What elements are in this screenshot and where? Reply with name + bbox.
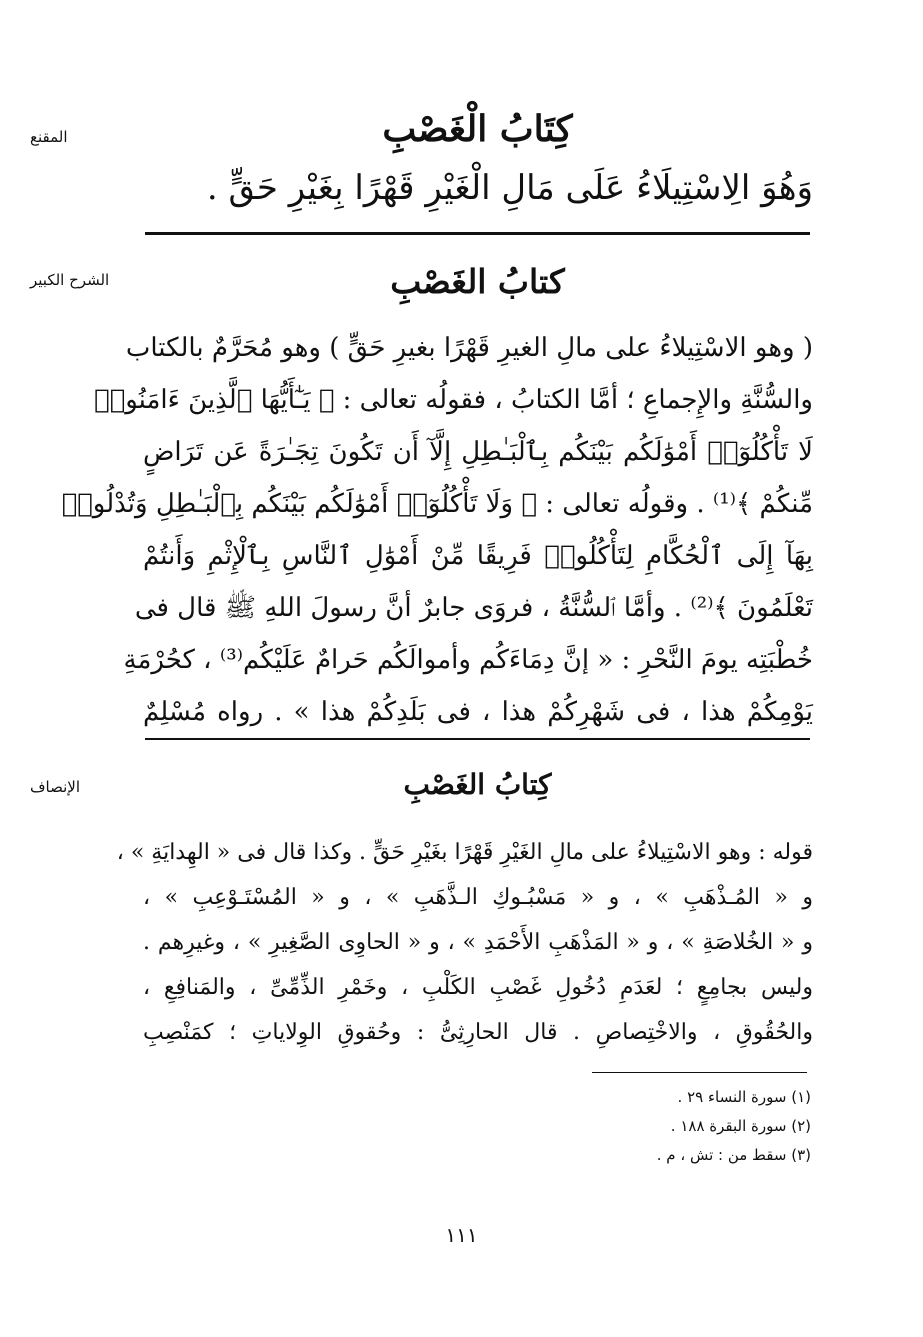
- text-line: تَعْلَمُونَ ﴾⁽²⁾ . وأمَّا ٱلسُّنَّةُ ، فروَى جابرٌ أنَّ رسولَ اللهِ ﷺ قال فى: [134, 593, 813, 623]
- text-line: والسُّنَّةِ والإِجماعِ ؛ أمَّا الكتابُ ، فقولُه تعالى : ﴿ يَـٰٓأَيُّهَا ٱلَّذِينَ ءَامَنُوا۟: [94, 385, 813, 415]
- text-line: ( وهو الاسْتِيلاءُ على مالِ الغيرِ قَهْرًا بغيرِ حَقٍّ ) وهو مُحَرَّمٌ بالكتاب: [125, 333, 813, 363]
- muqni-chapter-title: كِتَابُ الْغَصْبِ: [382, 108, 573, 150]
- text-line: مِّنكُمْ ﴾⁽¹⁾ . وقولُه تعالى : ﴿ وَلَا تَأْكُلُوٓا۟ أَمْوَٰلَكُم بَيْنَكُم بِٱلْبَـٰطِلِ وَتُدْلُوا۟: [61, 489, 813, 519]
- footnote-divider: [592, 1072, 807, 1073]
- text-line: لَا تَأْكُلُوٓا۟ أَمْوَٰلَكُم بَيْنَكُم بِٱلْبَـٰطِلِ إِلَّآ أَن تَكُونَ تِجَـٰرَةً عَن تَرَاضٍ: [143, 437, 813, 467]
- footnote-1: (١) سورة النساء ٢٩ .: [677, 1088, 811, 1106]
- side-label-insaf: الإنصاف: [30, 778, 81, 796]
- footnote-2: (٢) سورة البقرة ١٨٨ .: [670, 1117, 811, 1135]
- section-divider: [145, 232, 810, 235]
- insaf-chapter-title: كِتابُ الغَصْبِ: [403, 768, 552, 801]
- footnotes: [411, 1083, 811, 1170]
- text-line: والحُقُوقِ ، والاخْتِصاصِ . قال الحارِثِىُّ : وحُقوقِ الوِلاياتِ ؛ كمَنْصِبِ: [143, 1020, 813, 1045]
- muqni-text: وَهُوَ الِاسْتِيلَاءُ عَلَى مَالِ الْغَيْرِ قَهْرًا بِغَيْرِ حَقٍّ .: [206, 168, 813, 208]
- page-number: ١١١: [445, 1223, 478, 1247]
- text-line: و « الخُلاصَةِ » ، و « المَذْهَبِ الأَحْمَدِ » ، و « الحاوِى الصَّغِيرِ » ، وغيرِهم .: [143, 930, 813, 955]
- text-line: بِهَآ إِلَى ٱلْحُكَّامِ لِتَأْكُلُوا۟ فَرِيقًا مِّنْ أَمْوَٰلِ ٱلنَّاسِ بِٱلْإِثْمِ وَأَنتُمْ: [143, 541, 813, 571]
- footnote-3: (٣) سقط من : تش ، م .: [656, 1146, 811, 1164]
- insaf-text: [116, 830, 814, 1055]
- sharh-text: [61, 322, 813, 738]
- text-line: قوله : وهو الاسْتِيلاءُ على مالِ الغَيْرِ قَهْرًا بغَيْرِ حَقٍّ . وكذا قال فى « الهِدايَةِ » ،: [116, 840, 813, 865]
- text-line: وليس بجامِعٍ ؛ لعَدَمِ دُخُولِ غَصْبِ الكَلْبِ ، وخَمْرِ الذِّمِّىِّ ، والمَنافِعِ ،: [143, 975, 813, 1000]
- text-line: يَوْمِكُمْ هذا ، فى شَهْرِكُمْ هذا ، فى بَلَدِكُمْ هذا » . رواه مُسْلِمٌ: [143, 697, 813, 727]
- side-label-muqni: المقنع: [30, 128, 68, 146]
- text-line: و « المُـذْهَبِ » ، و « مَسْبُـوكِ الـذَّهَبِ » ، و « المُسْتَـوْعِبِ » ،: [143, 885, 814, 910]
- section-divider: [145, 738, 810, 740]
- sharh-chapter-title: كتابُ الغَصْبِ: [390, 262, 565, 301]
- side-label-sharh: الشرح الكبير: [30, 271, 110, 289]
- text-line: خُطْبَتِه يومَ النَّحْرِ : « إنَّ دِمَاءَكُم وأموالَكُم حَرامٌ عَلَيْكُم⁽³⁾ ، كحُرْمَةِ: [123, 645, 813, 675]
